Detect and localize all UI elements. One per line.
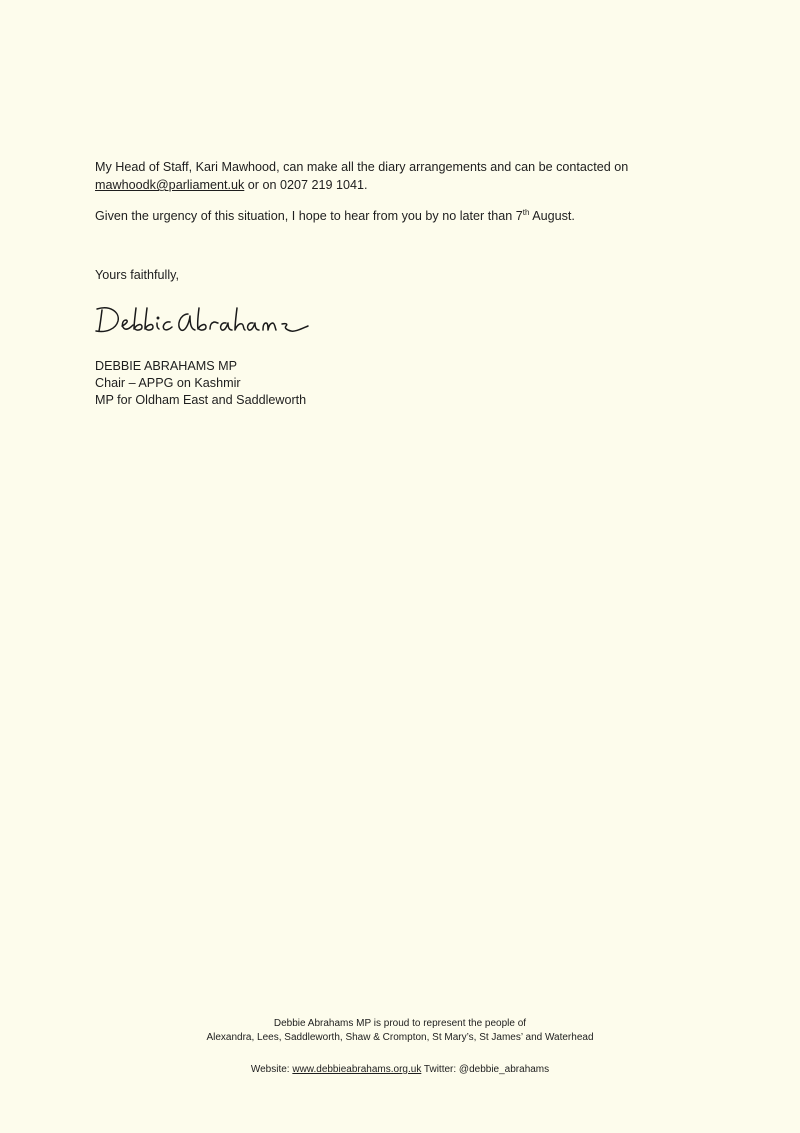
footer-contact bbox=[0, 1063, 800, 1076]
contact-paragraph-line-2 bbox=[95, 176, 368, 194]
footer-line-2: Alexandra, Lees, Saddleworth, Shaw & Crompton, St Mary’s, St James’ and Waterhead bbox=[206, 1032, 594, 1043]
contact-text-1: My Head of Staff, Kari Mawhood, can make all the diary arrangements and can be contacted on bbox=[95, 160, 629, 174]
urgency-text: Given the urgency of this situation, I hope to hear from you by no later than 7 bbox=[95, 209, 523, 223]
email-link[interactable]: mawhoodk@parliament.uk bbox=[95, 178, 245, 192]
urgency-text-end: August. bbox=[529, 209, 575, 223]
signature bbox=[92, 296, 322, 346]
date-ordinal: th bbox=[522, 207, 530, 217]
twitter-handle: Twitter: @debbie_abrahams bbox=[421, 1064, 550, 1075]
website-label: Website: bbox=[250, 1064, 293, 1075]
footer-line-1: Debbie Abrahams MP is proud to represent the people of bbox=[273, 1018, 527, 1029]
website-link[interactable]: www.debbieabrahams.org.uk bbox=[292, 1064, 422, 1075]
signatory-constituency: MP for Oldham East and Saddleworth bbox=[95, 393, 307, 407]
contact-paragraph-line-1 bbox=[95, 158, 628, 176]
signatory-name: DEBBIE ABRAHAMS MP bbox=[95, 359, 238, 373]
signatory-block bbox=[95, 358, 306, 409]
signatory-role: Chair – APPG on Kashmir bbox=[95, 376, 241, 390]
phone-text: or on 0207 219 1041. bbox=[244, 178, 368, 192]
urgency-paragraph bbox=[95, 207, 575, 225]
closing: Yours faithfully, bbox=[95, 268, 180, 282]
